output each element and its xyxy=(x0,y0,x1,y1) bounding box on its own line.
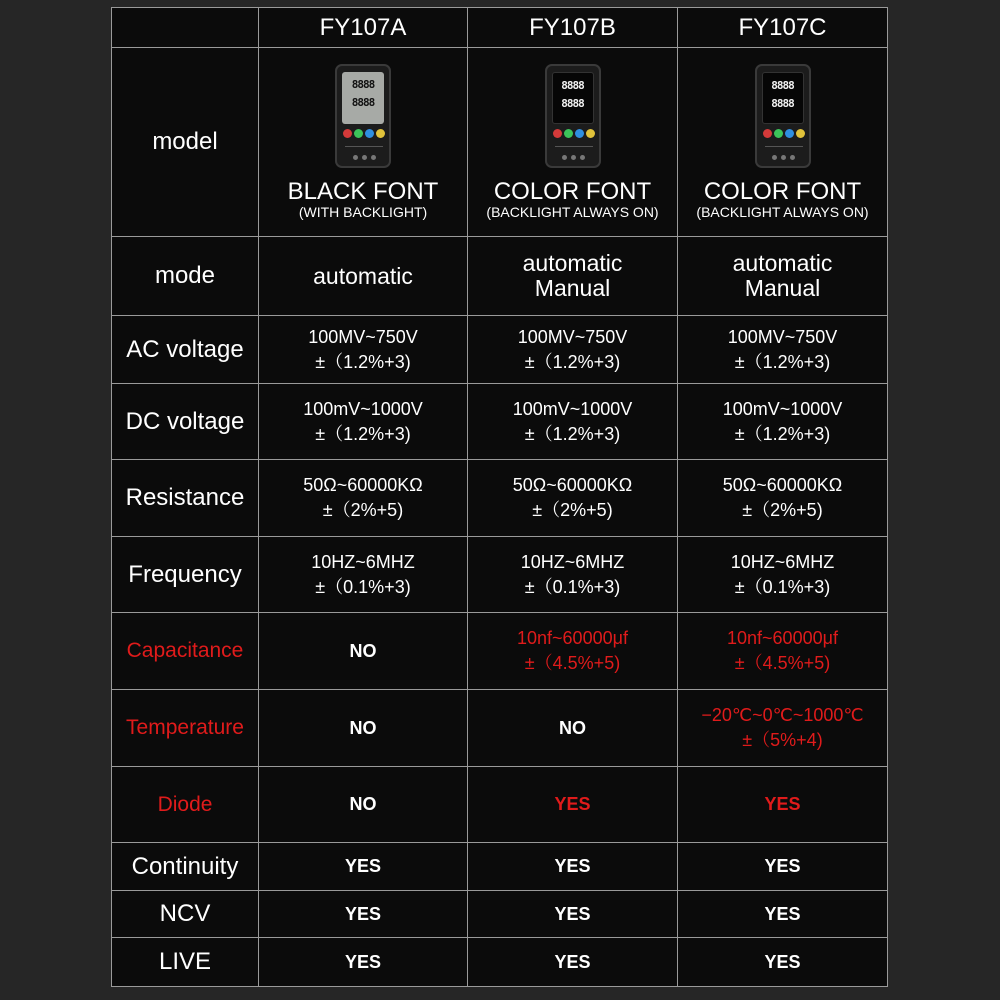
spec-row xyxy=(112,891,888,938)
probe-ports xyxy=(765,146,803,159)
spec-value-cell xyxy=(678,316,888,384)
mode-line1: automatic xyxy=(313,262,413,289)
spec-value-cell xyxy=(678,537,888,613)
spec-label: DC voltage xyxy=(112,384,259,460)
spec-value-line1: YES xyxy=(764,856,801,876)
spec-value-cell xyxy=(678,938,888,987)
spec-value-line2: ±（1.2%+3) xyxy=(315,423,411,444)
spec-value-line2: ±（0.1%+3) xyxy=(524,576,621,597)
spec-label: Diode xyxy=(112,767,259,843)
spec-value-line1: NO xyxy=(349,640,377,661)
font-type: BLACK FONT xyxy=(287,178,439,205)
multimeter-image xyxy=(335,64,391,168)
mode-label: mode xyxy=(112,237,259,316)
spec-value-cell xyxy=(678,690,888,767)
spec-value-cell xyxy=(259,891,468,938)
spec-value-cell xyxy=(468,690,678,767)
spec-value-line2: ±（1.2%+3) xyxy=(524,423,621,444)
mode-cell-fy107b xyxy=(468,237,678,316)
table-body xyxy=(112,8,888,987)
spec-value-line2: ±（4.5%+5) xyxy=(524,653,621,673)
spec-value-line1: 10nf~60000μf xyxy=(727,628,838,648)
spec-value-line1: 100MV~750V xyxy=(517,326,628,347)
screen-digits: 8888 xyxy=(351,96,375,109)
font-type: COLOR FONT xyxy=(493,178,652,205)
spec-value-cell xyxy=(259,843,468,891)
spec-value-line1: YES xyxy=(764,903,801,924)
red-button-icon xyxy=(553,129,562,138)
screen-digits: 8888 xyxy=(561,79,584,92)
backlight-note: (WITH BACKLIGHT) xyxy=(298,204,428,220)
spec-label: Continuity xyxy=(112,843,259,891)
red-button-icon xyxy=(763,129,772,138)
spec-value-cell xyxy=(259,460,468,537)
spec-value-line1: 100mV~1000V xyxy=(303,398,423,419)
spec-value-cell xyxy=(468,843,678,891)
spec-value-line1: 50Ω~60000KΩ xyxy=(722,475,843,495)
spec-value-line1: 100mV~1000V xyxy=(512,398,633,419)
spec-value-line1: NO xyxy=(349,717,377,738)
header-fy107b: FY107B xyxy=(468,8,678,48)
spec-value-cell xyxy=(259,767,468,843)
spec-value-line1: −20℃~0℃~1000℃ xyxy=(701,705,864,725)
spec-value-cell xyxy=(259,938,468,987)
spec-value-cell xyxy=(259,384,468,460)
spec-label: Frequency xyxy=(112,537,259,613)
spec-value-cell xyxy=(678,843,888,891)
lcd-screen xyxy=(552,72,594,124)
mode-cell-fy107a xyxy=(259,237,468,316)
header-row xyxy=(112,8,888,48)
spec-value-cell xyxy=(678,384,888,460)
spec-value-line1: 50Ω~60000KΩ xyxy=(512,475,633,495)
yellow-button-icon xyxy=(376,129,385,138)
spec-value-line1: 10HZ~6MHZ xyxy=(520,551,625,572)
spec-value-line2: ±（2%+5) xyxy=(742,500,823,520)
model-cell-fy107c xyxy=(678,48,888,237)
screen-digits: 8888 xyxy=(351,78,375,91)
spec-value-line1: YES xyxy=(344,951,382,972)
spec-value-line2: ±（0.1%+3) xyxy=(315,576,411,597)
spec-label: AC voltage xyxy=(112,316,259,384)
font-type: COLOR FONT xyxy=(703,178,862,205)
mode-cell-fy107c xyxy=(678,237,888,316)
spec-value-line1: YES xyxy=(554,951,591,972)
device-buttons xyxy=(763,129,805,138)
mode-line2: Manual xyxy=(534,275,611,301)
screen-digits: 8888 xyxy=(771,79,794,92)
spec-row xyxy=(112,384,888,460)
spec-row xyxy=(112,843,888,891)
spec-value-cell xyxy=(678,891,888,938)
spec-row xyxy=(112,460,888,537)
spec-value-cell xyxy=(468,767,678,843)
spec-value-line2: ±（2%+5) xyxy=(322,500,404,520)
spec-value-line2: ±（1.2%+3) xyxy=(315,351,411,372)
blue-button-icon xyxy=(785,129,794,138)
model-cell-fy107b xyxy=(468,48,678,237)
spec-row xyxy=(112,690,888,767)
spec-value-line1: 50Ω~60000KΩ xyxy=(303,475,423,495)
spec-value-line2: ±（0.1%+3) xyxy=(734,576,831,597)
screen-digits: 8888 xyxy=(771,97,794,110)
spec-value-line1: YES xyxy=(764,951,801,972)
spec-row xyxy=(112,767,888,843)
spec-value-cell xyxy=(678,613,888,690)
spec-value-cell xyxy=(678,460,888,537)
spec-value-line2: ±（2%+5) xyxy=(532,500,613,520)
spec-value-line1: YES xyxy=(344,903,382,924)
spec-row xyxy=(112,537,888,613)
spec-value-cell xyxy=(259,690,468,767)
spec-value-cell xyxy=(259,613,468,690)
model-label: model xyxy=(112,48,259,237)
spec-value-line2: ±（4.5%+5) xyxy=(734,653,831,673)
device-buttons xyxy=(553,129,595,138)
spec-value-cell xyxy=(468,537,678,613)
yellow-button-icon xyxy=(586,129,595,138)
model-row xyxy=(112,48,888,237)
spec-label: Resistance xyxy=(112,460,259,537)
spec-value-line1: YES xyxy=(554,794,591,814)
multimeter-image xyxy=(755,64,811,168)
spec-value-cell xyxy=(468,613,678,690)
blue-button-icon xyxy=(365,129,374,138)
spec-value-line1: 100mV~1000V xyxy=(722,398,843,419)
green-button-icon xyxy=(564,129,573,138)
spec-value-line1: 100MV~750V xyxy=(727,326,838,347)
spec-value-line1: NO xyxy=(349,794,377,814)
spec-value-cell xyxy=(468,938,678,987)
spec-value-line1: YES xyxy=(764,794,801,814)
backlight-note: (BACKLIGHT ALWAYS ON) xyxy=(696,204,869,220)
spec-value-line1: YES xyxy=(344,856,382,876)
spec-row xyxy=(112,613,888,690)
header-corner xyxy=(112,8,259,48)
spec-value-cell xyxy=(678,767,888,843)
green-button-icon xyxy=(774,129,783,138)
lcd-screen xyxy=(342,72,384,124)
spec-value-line1: 10HZ~6MHZ xyxy=(311,551,415,572)
comparison-table xyxy=(111,7,888,987)
spec-value-line1: YES xyxy=(554,903,591,924)
mode-line2: Manual xyxy=(744,275,821,301)
lcd-screen xyxy=(762,72,804,124)
header-fy107a: FY107A xyxy=(259,8,468,48)
probe-ports xyxy=(555,146,593,159)
mode-line1: automatic xyxy=(732,250,833,276)
header-fy107c: FY107C xyxy=(678,8,888,48)
spec-row xyxy=(112,316,888,384)
probe-ports xyxy=(345,146,383,159)
multimeter-image xyxy=(545,64,601,168)
spec-value-cell xyxy=(468,384,678,460)
spec-value-line1: 100MV~750V xyxy=(308,326,418,347)
spec-row xyxy=(112,938,888,987)
spec-value-cell xyxy=(259,316,468,384)
spec-value-line2: ±（5%+4) xyxy=(742,730,823,750)
mode-row xyxy=(112,237,888,316)
model-cell-fy107a xyxy=(259,48,468,237)
spec-value-line1: YES xyxy=(554,856,591,876)
spec-value-cell xyxy=(468,316,678,384)
spec-value-line1: 10nf~60000μf xyxy=(517,628,628,648)
spec-label: LIVE xyxy=(112,938,259,987)
spec-value-cell xyxy=(468,891,678,938)
spec-value-line2: ±（1.2%+3) xyxy=(524,351,621,372)
spec-value-cell xyxy=(468,460,678,537)
spec-label: Capacitance xyxy=(112,613,259,690)
spec-value-cell xyxy=(259,537,468,613)
spec-label: NCV xyxy=(112,891,259,938)
yellow-button-icon xyxy=(796,129,805,138)
blue-button-icon xyxy=(575,129,584,138)
spec-value-line1: NO xyxy=(559,717,586,738)
spec-value-line2: ±（1.2%+3) xyxy=(734,423,831,444)
spec-value-line1: 10HZ~6MHZ xyxy=(730,551,835,572)
screen-digits: 8888 xyxy=(561,97,584,110)
green-button-icon xyxy=(354,129,363,138)
mode-line1: automatic xyxy=(522,250,623,276)
backlight-note: (BACKLIGHT ALWAYS ON) xyxy=(486,204,659,220)
spec-label: Temperature xyxy=(112,690,259,767)
red-button-icon xyxy=(343,129,352,138)
device-buttons xyxy=(343,129,385,138)
spec-value-line2: ±（1.2%+3) xyxy=(734,351,831,372)
